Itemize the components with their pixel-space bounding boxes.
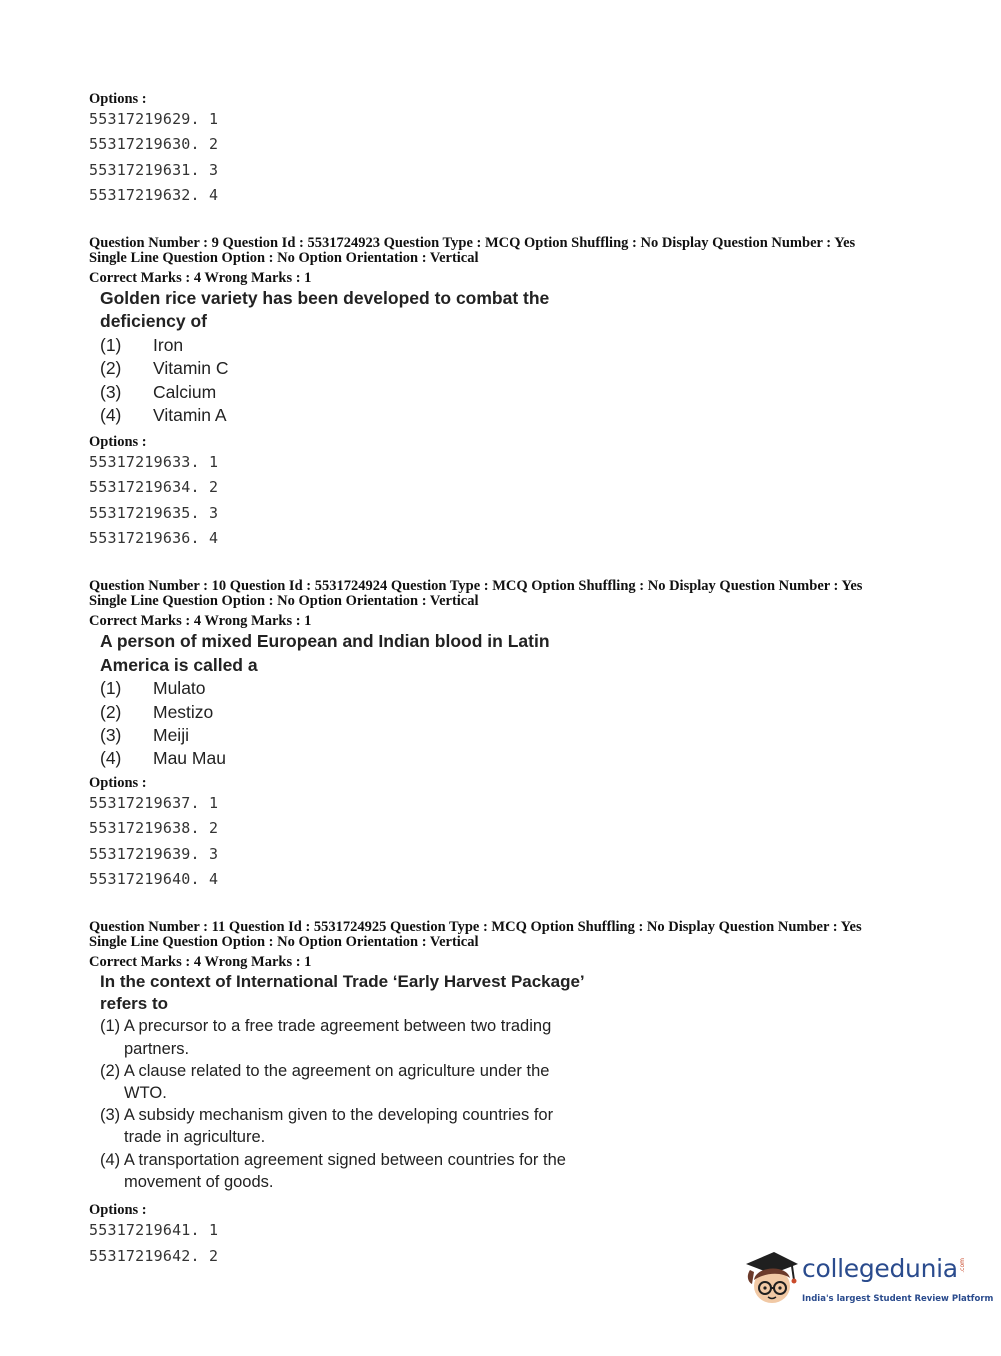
option-id: 55317219639. 3 — [89, 845, 219, 863]
option-id: 55317219635. 3 — [89, 504, 219, 522]
option-id: 55317219634. 2 — [89, 478, 219, 496]
answer-choice — [100, 702, 213, 723]
answer-choice — [100, 725, 189, 746]
student-mascot-icon — [742, 1250, 800, 1310]
choice-text: Mulato — [153, 678, 206, 698]
options-label: Options : — [89, 434, 147, 450]
choice-text: Meiji — [153, 725, 189, 745]
options-label: Options : — [89, 91, 147, 107]
logo-tagline: India's largest Student Review Platform — [802, 1294, 994, 1304]
option-id: 55317219632. 4 — [89, 186, 219, 204]
answer-choice — [100, 405, 227, 426]
answer-choice-continued: partners. — [124, 1040, 190, 1058]
answer-choice: (2) A clause related to the agreement on agriculture under the — [100, 1062, 550, 1080]
answer-choice — [100, 748, 226, 769]
choice-text: Calcium — [153, 382, 217, 402]
choice-number: (1) — [100, 335, 122, 355]
answer-choice — [100, 382, 216, 403]
option-id: 55317219636. 4 — [89, 529, 219, 547]
answer-choice — [100, 335, 183, 356]
answer-choice-continued: trade in agriculture. — [124, 1128, 266, 1146]
answer-choice: (1) A precursor to a free trade agreement between two trading — [100, 1017, 552, 1035]
answer-choice: (4) A transportation agreement signed between countries for the — [100, 1151, 566, 1169]
question-meta-orientation: Single Line Question Option : No Option Orientation : Vertical — [89, 934, 479, 950]
question-text: America is called a — [100, 655, 258, 675]
question-meta: Question Number : 11 Question Id : 5531724925 Question Type : MCQ Option Shuffling : No Display Question Number : Yes — [89, 919, 862, 935]
option-id: 55317219640. 4 — [89, 870, 219, 888]
option-id: 55317219637. 1 — [89, 794, 219, 812]
options-label: Options : — [89, 775, 147, 791]
answer-choice — [100, 678, 206, 699]
choice-text: Mestizo — [153, 702, 214, 722]
choice-text: Mau Mau — [153, 748, 226, 768]
question-text: deficiency of — [100, 311, 207, 331]
question-meta-orientation: Single Line Question Option : No Option Orientation : Vertical — [89, 593, 479, 609]
choice-number: (2) — [100, 358, 122, 378]
answer-choice — [100, 358, 229, 379]
option-id: 55317219630. 2 — [89, 135, 219, 153]
choice-number: (4) — [100, 405, 122, 425]
choice-text: Iron — [153, 335, 184, 355]
options-label: Options : — [89, 1202, 147, 1218]
option-id: 55317219641. 1 — [89, 1221, 219, 1239]
choice-number: (3) — [100, 725, 122, 745]
question-text: refers to — [100, 994, 169, 1013]
answer-choice-continued: movement of goods. — [124, 1173, 274, 1191]
option-id: 55317219642. 2 — [89, 1247, 219, 1265]
option-id: 55317219633. 1 — [89, 453, 219, 471]
question-meta-orientation: Single Line Question Option : No Option Orientation : Vertical — [89, 250, 479, 266]
choice-text: Vitamin C — [153, 358, 229, 378]
question-marks: Correct Marks : 4 Wrong Marks : 1 — [89, 613, 312, 629]
question-marks: Correct Marks : 4 Wrong Marks : 1 — [89, 954, 312, 970]
answer-choice-continued: WTO. — [124, 1084, 167, 1102]
question-marks: Correct Marks : 4 Wrong Marks : 1 — [89, 270, 312, 286]
question-text: A person of mixed European and Indian blood in Latin — [100, 631, 550, 651]
answer-choice: (3) A subsidy mechanism given to the developing countries for — [100, 1106, 554, 1124]
choice-number: (1) — [100, 678, 122, 698]
choice-number: (2) — [100, 702, 122, 722]
question-meta: Question Number : 10 Question Id : 5531724924 Question Type : MCQ Option Shuffling : No Display Question Number : Yes — [89, 578, 863, 594]
logo-com: .com — [959, 1258, 966, 1273]
choice-number: (4) — [100, 748, 122, 768]
choice-text: Vitamin A — [153, 405, 227, 425]
option-id: 55317219629. 1 — [89, 110, 219, 128]
question-text: Golden rice variety has been developed to combat the — [100, 288, 550, 308]
option-id: 55317219631. 3 — [89, 161, 219, 179]
choice-number: (3) — [100, 382, 122, 402]
collegedunia-logo[interactable] — [742, 1250, 994, 1310]
logo-wordmark: collegedunia — [802, 1254, 958, 1283]
question-text: In the context of International Trade ‘Early Harvest Package’ — [100, 972, 585, 991]
option-id: 55317219638. 2 — [89, 819, 219, 837]
question-meta: Question Number : 9 Question Id : 5531724923 Question Type : MCQ Option Shuffling : No Display Question Number : Yes — [89, 235, 856, 251]
